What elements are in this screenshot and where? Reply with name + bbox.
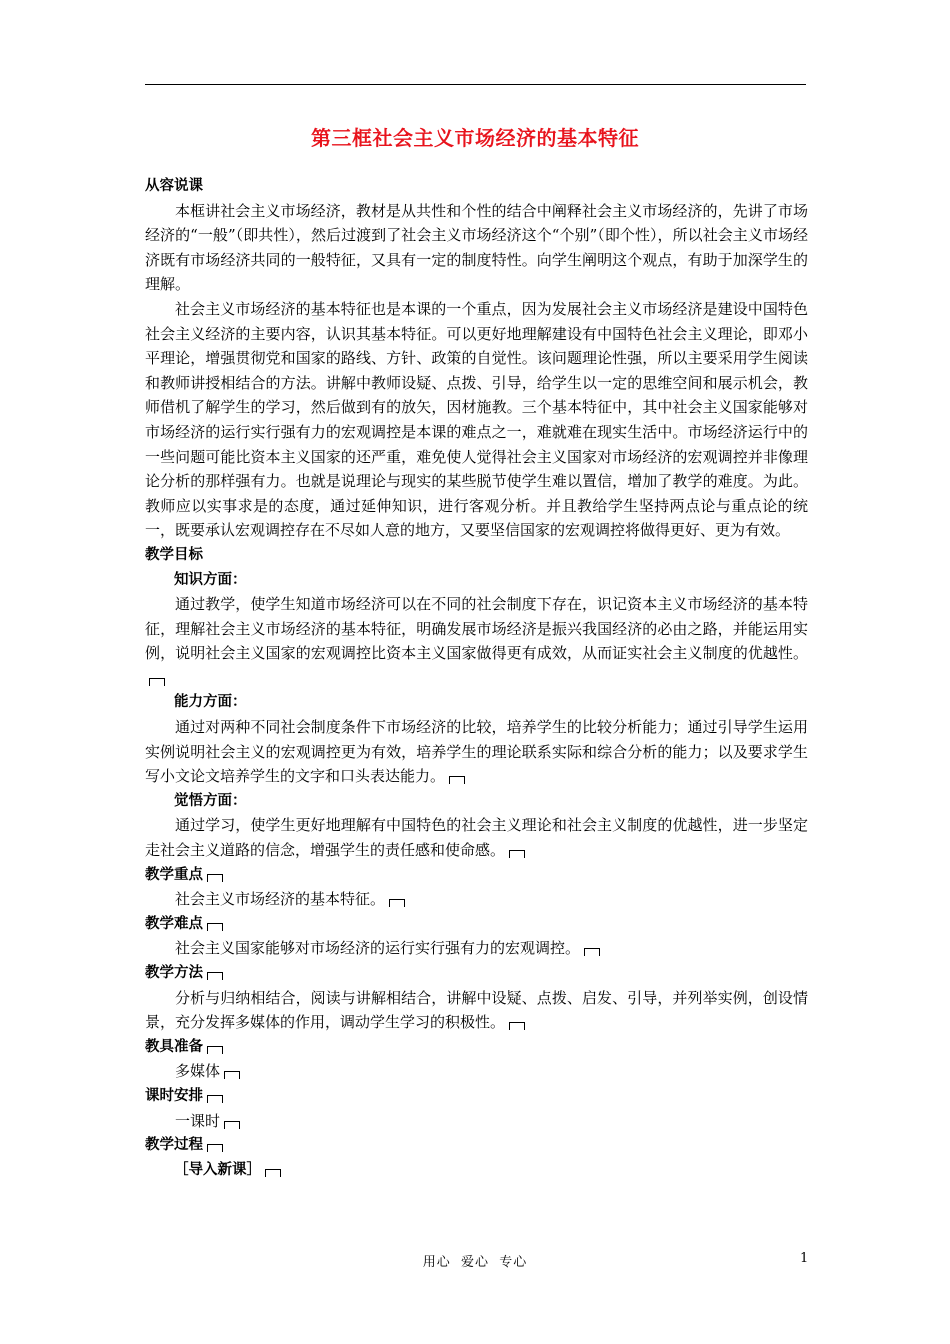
heading-text: ［导入新课］ (174, 1161, 261, 1178)
section-heading-schedule (145, 1084, 808, 1109)
paragraph (145, 1059, 808, 1084)
paragraph-text: 通过对两种不同社会制度条件下市场经济的比较，培养学生的比较分析能力；通过引导学生运用实例说明社会主义的宏观调控更为有效，培养学生的理论联系实际和综合分析的能力；以及要求学生写小文论文培养学生的文字和口头表达能力。 (145, 718, 808, 786)
return-mark-icon (224, 1071, 240, 1079)
return-mark-icon (207, 1095, 223, 1103)
section-heading-tools (145, 1035, 808, 1060)
return-mark-icon (207, 874, 223, 882)
section-heading-method (145, 961, 808, 986)
return-mark-icon (207, 972, 223, 980)
subheading-ability: 能力方面： (174, 694, 247, 711)
page-title: 第三框社会主义市场经济的基本特征 (311, 126, 639, 150)
document-body (145, 174, 808, 1182)
header-rule (145, 84, 806, 85)
heading-text: 教学重点 (145, 866, 203, 883)
paragraph: 社会主义市场经济的基本特征也是本课的一个重点，因为发展社会主义市场经济是建设中国特色社会主义经济的主要内容，认识其基本特征。可以更好地理解建设有中国特色社会主义理论，即邓小平理论，增强贯彻党和国家的路线、方针、政策的自觉性。该问题理论性强，所以主要采用学生阅读和教师讲授相结合的方法。讲解中教师设疑、点拨、引导，给学生以一定的思维空间和展示机会，教师借机了解学生的学习，然后做到有的放矢，因材施教。三个基本特征中，其中社会主义国家能够对市场经济的运行实行强有力的宏观调控是本课的难点之一，难就难在现实生活中。市场经济运行中的一些问题可能比资本主义国家的还严重，难免使人觉得社会主义国家对市场经济的宏观调控并非像理论分析的那样强有力。也就是说理论与现实的某些脱节使学生难以置信，增加了教学的难度。为此。教师应以实事求是的态度，通过延伸知识，进行客观分析。并且教给学生坚持两点论与重点论的统一，既要承认宏观调控存在不尽如人意的地方，又要坚信国家的宏观调控将做得更好、更为有效。 (145, 299, 808, 540)
heading-text: 教学过程 (145, 1137, 203, 1154)
return-mark-icon (389, 899, 405, 907)
return-mark-icon (149, 678, 165, 686)
paragraph-text: 一课时 (175, 1111, 221, 1130)
paragraph (145, 1109, 808, 1134)
paragraph (145, 813, 808, 862)
heading-text: 教学难点 (145, 915, 203, 932)
heading-text: 教学方法 (145, 965, 203, 981)
paragraph (145, 715, 808, 789)
section-heading-difficulty (145, 912, 808, 937)
section-heading-process (145, 1133, 808, 1158)
subheading-knowledge: 知识方面： (174, 571, 247, 588)
paragraph (145, 592, 808, 690)
subheading-awareness: 觉悟方面： (174, 792, 247, 809)
heading-text: 教具准备 (145, 1038, 203, 1055)
return-mark-icon (224, 1121, 240, 1129)
page-footer: 用心 爱心 专心 (422, 1255, 528, 1270)
paragraph (145, 887, 808, 912)
section-heading-explanation: 从容说课 (145, 178, 203, 194)
heading-text: 课时安排 (145, 1087, 203, 1104)
paragraph-text: 分析与归纳相结合，阅读与讲解相结合，讲解中设疑、点拨、启发、引导，并列举实例，创设情景，充分发挥多媒体的作用，调动学生学习的积极性。 (145, 988, 808, 1032)
subheading-intro (145, 1158, 808, 1183)
return-mark-icon (449, 776, 465, 784)
paragraph-text: 社会主义国家能够对市场经济的运行实行强有力的宏观调控。 (175, 939, 581, 958)
paragraph-text: 社会主义市场经济的基本特征。 (175, 890, 386, 909)
paragraph (145, 986, 808, 1035)
paragraph: 本框讲社会主义市场经济，教材是从共性和个性的结合中阐释社会主义市场经济的，先讲了市场经济的“一般”（即共性），然后过渡到了社会主义市场经济这个“个别”（即个性），所以社会主义市场经济既有市场经济共同的一般特征，又具有一定的制度特性。向学生阐明这个观点，有助于加深学生的理解。 (145, 201, 808, 294)
section-heading-objectives: 教学目标 (145, 546, 203, 563)
paragraph-text: 多媒体 (175, 1062, 221, 1081)
page-number: 1 (800, 1251, 809, 1266)
return-mark-icon (265, 1169, 281, 1177)
paragraph-text: 通过学习，使学生更好地理解有中国特色的社会主义理论和社会主义制度的优越性，进一步坚定走社会主义道路的信念，增强学生的责任感和使命感。 (145, 816, 808, 860)
return-mark-icon (207, 1046, 223, 1054)
return-mark-icon (509, 850, 525, 858)
return-mark-icon (207, 923, 223, 931)
paragraph (145, 936, 808, 961)
section-heading-key-point (145, 863, 808, 888)
paragraph-text: 通过教学，使学生知道市场经济可以在不同的社会制度下存在，识记资本主义市场经济的基本特征，理解社会主义市场经济的基本特征，明确发展市场经济是振兴我国经济的必由之路，并能运用实例，说明社会主义国家的宏观调控比资本主义国家做得更有成效，从而证实社会主义制度的优越性。 (145, 595, 808, 663)
return-mark-icon (584, 948, 600, 956)
return-mark-icon (509, 1022, 525, 1030)
return-mark-icon (207, 1144, 223, 1152)
